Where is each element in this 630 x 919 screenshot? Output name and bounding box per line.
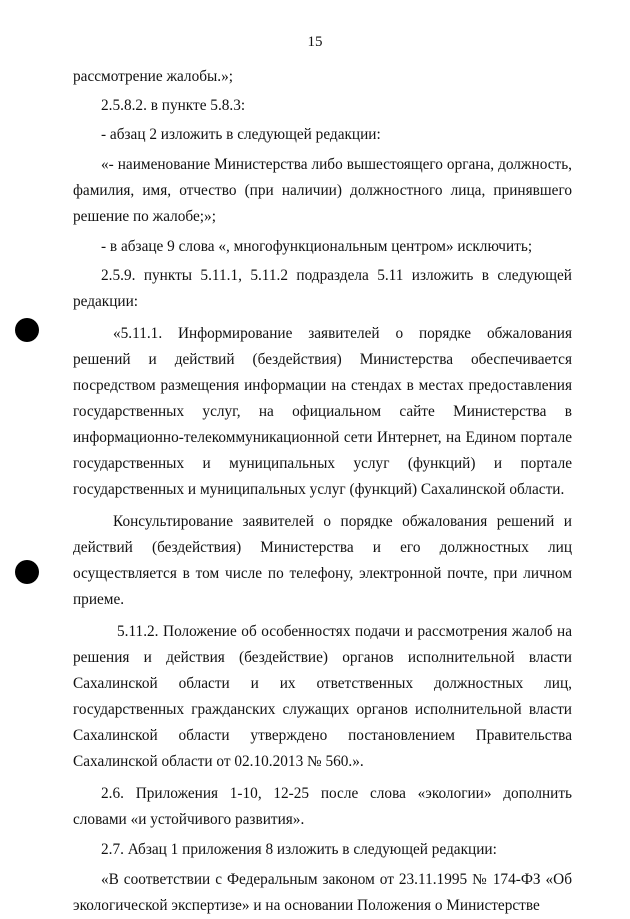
page-number: 15 [307,34,323,50]
paragraph: 2.6. Приложения 1-10, 12-25 после слова «экологии» дополнить словами «и устойчивого развития». [73,785,572,828]
paragraph: 2.5.8.2. в пункте 5.8.3: [101,97,246,114]
paragraph: «В соответствии с Федеральным законом от 23.11.1995 № 174-ФЗ «Об экологической экспертизе» и на основании Положения о Министерстве [73,871,572,914]
punch-hole [15,560,39,584]
paragraph: - в абзаце 9 слова «, многофункциональным центром» исключить; [101,238,533,255]
paragraph: 2.5.9. пункты 5.11.1, 5.11.2 подраздела 5.11 изложить в следующей редакции: [73,267,572,310]
paragraph: - абзац 2 изложить в следующей редакции: [101,126,381,143]
punch-hole [15,318,39,342]
paragraph: «5.11.1. Информирование заявителей о порядке обжалования решений и действий (бездействия) Министерства обеспечивается посредством размещения информации на стендах в местах предоставления государственных услуг, на официальном сайте Министерства в информационно-телекоммуникационной сети Интернет, на Едином портале государственных и муниципальных услуг (функций) и портале государственных и муниципальных услуг (функций) Сахалинской области. [73,325,572,498]
paragraph: Консультирование заявителей о порядке обжалования решений и действий (бездействия) Министерства и его должностных лиц осуществляется в том числе по телефону, электронной почте, при личном приеме. [73,513,572,608]
paragraph: 2.7. Абзац 1 приложения 8 изложить в следующей редакции: [101,841,497,858]
document-body [73,64,572,919]
paragraph: 5.11.2. Положение об особенностях подачи и рассмотрения жалоб на решения и действия (бездействие) органов исполнительной власти Сахалинской области и их ответственных должностных лиц, государственных гражданских служащих органов исполнительной власти Сахалинской области утверждено постановлением Правительства Сахалинской области от 02.10.2013 № 560.». [73,623,572,770]
paragraph: рассмотрение жалобы.»; [73,68,233,85]
paragraph: «- наименование Министерства либо вышестоящего органа, должность, фамилия, имя, отчество (при наличии) должностного лица, принявшего решение по жалобе;»; [73,156,572,225]
